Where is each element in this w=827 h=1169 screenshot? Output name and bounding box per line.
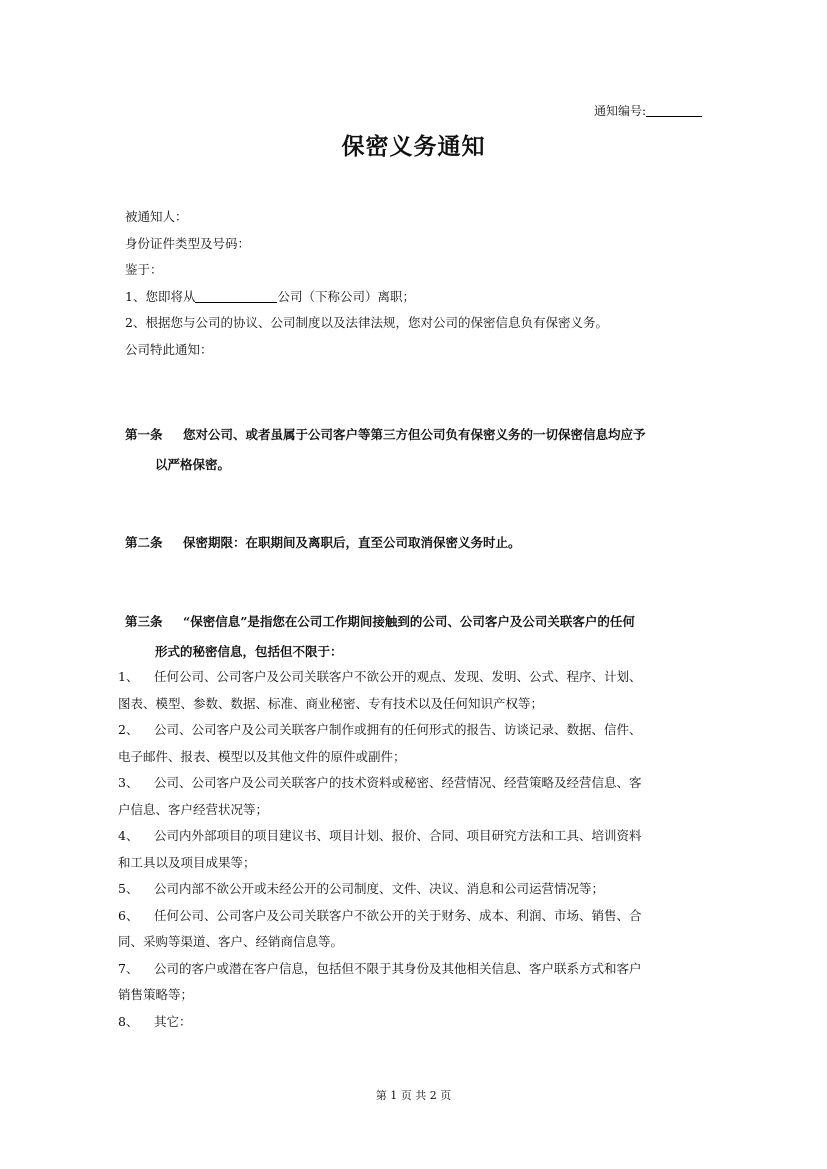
list-item-continued: 电子邮件、报表、模型以及其他文件的原件或副件； <box>118 748 406 764</box>
intro-item-1-suffix: 公司（下称公司）离职； <box>277 288 415 304</box>
list-item <box>118 956 708 983</box>
list-item <box>118 823 708 850</box>
whereas-line: 鉴于： <box>125 262 163 277</box>
list-item-continued: 户信息、客户经营状况等； <box>118 801 269 817</box>
article-text-continued: 形式的秘密信息，包括但不限于： <box>155 644 343 659</box>
article-text-continued: 以严格保密。 <box>155 457 231 472</box>
document-title: 保密义务通知 <box>341 133 486 160</box>
list-item <box>118 903 708 930</box>
list-item-number: 2、 <box>118 722 139 737</box>
list-item-number: 3、 <box>118 775 139 790</box>
notice-number-field <box>594 102 702 119</box>
list-item-continued: 图表、模型、参数、数据、标准、商业秘密、专有技术以及任何知识产权等； <box>118 695 544 711</box>
list-item-text: 公司内部不欲公开或未经公开的公司制度、文件、决议、消息和公司运营情况等； <box>154 881 605 896</box>
list-item <box>118 1009 708 1036</box>
list-item-number: 6、 <box>118 907 139 923</box>
list-item-text: 公司内外部项目的项目建议书、项目计划、报价、合同、项目研究方法和工具、培训资料 <box>154 828 642 843</box>
list-item-continued: 同、采购等渠道、客户、经销商信息等。 <box>118 934 344 949</box>
notice-number-blank <box>646 104 702 117</box>
article-2 <box>125 528 705 558</box>
article-number: 第三条 <box>125 614 163 629</box>
article-number: 第二条 <box>125 535 163 550</box>
article-text: 保密期限：在职期间及离职后，直至公司取消保密义务时止。 <box>183 535 521 550</box>
intro-item-2: 2、根据您与公司的协议、公司制度以及法律法规，您对公司的保密信息负有保密义务。 <box>125 315 608 330</box>
list-item <box>118 876 708 903</box>
company-name-blank <box>195 289 277 303</box>
intro-item-1-prefix: 1、您即将从 <box>125 288 196 304</box>
article-text: “保密信息”是指您在公司工作期间接触到的公司、公司客户及公司关联客户的任何 <box>183 614 635 629</box>
notice-line: 公司特此通知： <box>125 341 213 357</box>
list-item-number: 4、 <box>118 828 139 843</box>
list-item-number: 7、 <box>118 960 139 976</box>
list-item-text: 公司、公司客户及公司关联客户的技术资料或秘密、经营情况、经营策略及经营信息、客 <box>154 775 642 790</box>
list-item-number: 8、 <box>118 1013 139 1029</box>
list-item-text: 公司的客户或潜在客户信息，包括但不限于其身份及其他相关信息、客户联系方式和客户 <box>154 960 642 976</box>
intro-section <box>125 204 705 363</box>
notified-person-line: 被通知人： <box>125 209 188 224</box>
list-item <box>118 770 708 797</box>
list-item-text: 公司、公司客户及公司关联客户制作或拥有的任何形式的报告、访谈记录、数据、信件、 <box>154 722 642 737</box>
list-item-continued: 销售策略等； <box>118 987 194 1002</box>
id-type-number-line: 身份证件类型及号码： <box>125 235 251 251</box>
list-item-text: 任何公司、公司客户及公司关联客户不欲公开的关于财务、成本、利润、市场、销售、合 <box>154 907 642 923</box>
confidential-info-list <box>118 664 708 1035</box>
article-number: 第一条 <box>125 427 163 442</box>
intro-item-1 <box>125 284 705 311</box>
list-item-text: 任何公司、公司客户及公司关联客户不欲公开的观点、发现、发明、公式、程序、计划、 <box>154 669 642 684</box>
article-3 <box>125 607 705 667</box>
article-text: 您对公司、或者虽属于公司客户等第三方但公司负有保密义务的一切保密信息均应予 <box>183 427 646 442</box>
list-item-continued: 和工具以及项目成果等； <box>118 854 256 870</box>
list-item-number: 1、 <box>118 669 139 684</box>
list-item-text: 其它： <box>154 1013 192 1029</box>
list-item <box>118 717 708 744</box>
page-footer: 第 1 页 共 2 页 <box>375 1089 452 1102</box>
list-item <box>118 664 708 691</box>
article-1 <box>125 420 705 480</box>
list-item-number: 5、 <box>118 881 139 896</box>
notice-number-label: 通知编号: <box>593 104 646 118</box>
